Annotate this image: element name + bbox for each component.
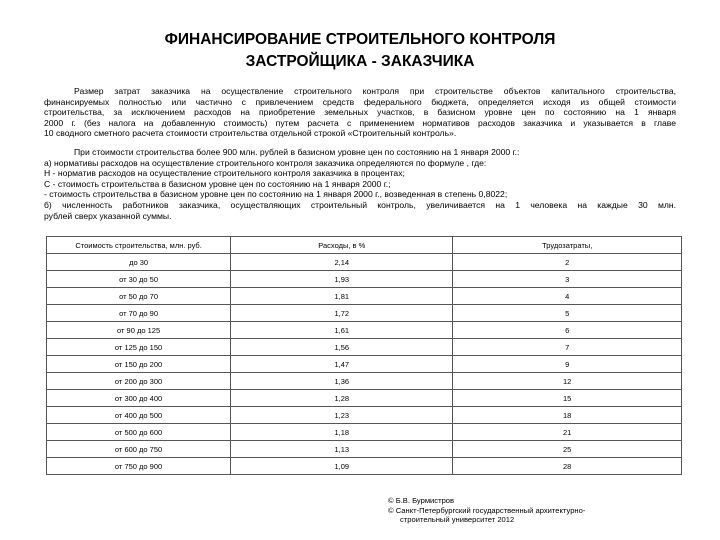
- cell-expenses: 1,47: [231, 356, 453, 373]
- cell-expenses: 1,23: [231, 407, 453, 424]
- table-row: [47, 424, 682, 441]
- header-labor: Трудозатраты,: [453, 237, 682, 254]
- cell-expenses: 1,09: [231, 458, 453, 475]
- table-row: [47, 356, 682, 373]
- cell-labor: 5: [453, 305, 682, 322]
- cell-cost: от 200 до 300: [47, 373, 231, 390]
- table-row: [47, 458, 682, 475]
- cell-cost: от 30 до 50: [47, 271, 231, 288]
- table-row: [47, 271, 682, 288]
- table-row: [47, 407, 682, 424]
- cell-cost: от 70 до 90: [47, 305, 231, 322]
- page-title-line-1: ФИНАНСИРОВАНИЕ СТРОИТЕЛЬНОГО КОНТРОЛЯ: [164, 31, 556, 48]
- cell-labor: 6: [453, 322, 682, 339]
- norms-table: [46, 236, 682, 475]
- cell-cost: от 300 до 400: [47, 390, 231, 407]
- table-row: [47, 373, 682, 390]
- paragraph-over-900: [44, 147, 676, 221]
- text-line: С - стоимость строительства в базисном уровне цен по состоянию на 1 января 2000 г.;: [44, 178, 391, 189]
- cell-labor: 7: [453, 339, 682, 356]
- cell-cost: от 150 до 200: [47, 356, 231, 373]
- cell-expenses: 1,18: [231, 424, 453, 441]
- cell-expenses: 2,14: [231, 254, 453, 271]
- cell-labor: 3: [453, 271, 682, 288]
- table-row: [47, 254, 682, 271]
- table-row: [47, 305, 682, 322]
- cell-labor: 25: [453, 441, 682, 458]
- cell-labor: 12: [453, 373, 682, 390]
- cell-cost: от 50 до 70: [47, 288, 231, 305]
- text-line: финансируемых полностью или частично с привлечением средств федерального бюджета, определяется исходя из общей стоимости: [44, 96, 676, 107]
- cell-expenses: 1,36: [231, 373, 453, 390]
- cell-expenses: 1,81: [231, 288, 453, 305]
- text-line: б) численность работников заказчика, осуществляющих строительный контроль, увеличивается на 1 человека на каждые 30 млн.: [44, 199, 676, 210]
- text-line: Размер затрат заказчика на осуществление строительного контроля при строительстве объектов капитального строительства,: [74, 86, 676, 96]
- cell-labor: 9: [453, 356, 682, 373]
- cell-cost: до 30: [47, 254, 231, 271]
- cell-cost: от 400 до 500: [47, 407, 231, 424]
- table-row: [47, 441, 682, 458]
- cell-expenses: 1,93: [231, 271, 453, 288]
- text-line: строительства, за исключением расходов на приобретение земельных участков, в базисном уровне цен по состоянию на 1 января: [44, 107, 676, 118]
- copyright-footer: [388, 496, 585, 525]
- cell-labor: 2: [453, 254, 682, 271]
- cell-labor: 4: [453, 288, 682, 305]
- text-line: При стоимости строительства более 900 млн. рублей в базисном уровне цен по состоянию на 1 января 2000 г.:: [74, 147, 520, 157]
- table-row: [47, 339, 682, 356]
- text-line: Н - норматив расходов на осуществление строительного контроля заказчика в процентах;: [44, 168, 405, 179]
- cell-cost: от 600 до 750: [47, 441, 231, 458]
- text-line: - стоимость строительства в базисном уровне цен по состоянию на 1 января 2000 г., возведенная в степень 0,8022;: [44, 189, 508, 200]
- text-line: 2000 г. (без налога на добавленную стоимость) путем расчета с применением нормативов расходов заказчика и указывается в главе: [44, 117, 676, 128]
- cell-labor: 18: [453, 407, 682, 424]
- cell-expenses: 1,13: [231, 441, 453, 458]
- cell-labor: 21: [453, 424, 682, 441]
- cell-cost: от 500 до 600: [47, 424, 231, 441]
- header-expenses: Расходы, в %: [231, 237, 453, 254]
- cell-cost: от 125 до 150: [47, 339, 231, 356]
- cell-cost: от 750 до 900: [47, 458, 231, 475]
- table-row: [47, 322, 682, 339]
- header-cost: Стоимость строительства, млн. руб.: [47, 237, 231, 254]
- text-line: а) нормативы расходов на осуществление строительного контроля заказчика определяются по формуле , где:: [44, 157, 487, 168]
- cell-expenses: 1,28: [231, 390, 453, 407]
- cell-labor: 15: [453, 390, 682, 407]
- text-line: рублей сверх указанной суммы.: [44, 210, 172, 221]
- page-title-line-2: ЗАСТРОЙЩИКА - ЗАКАЗЧИКА: [245, 53, 475, 70]
- cell-expenses: 1,61: [231, 322, 453, 339]
- copyright-university: © Санкт-Петербургский государственный архитектурно-: [388, 505, 586, 515]
- copyright-university-cont: строительный университет 2012: [400, 515, 515, 524]
- cell-labor: 28: [453, 458, 682, 475]
- cell-expenses: 1,72: [231, 305, 453, 322]
- copyright-author: © Б.В. Бурмистров: [388, 496, 455, 505]
- table-row: [47, 390, 682, 407]
- paragraph-cost-rules: [44, 86, 676, 139]
- cell-expenses: 1,56: [231, 339, 453, 356]
- table-header-row: [47, 237, 682, 254]
- text-line: 10 сводного сметного расчета стоимости строительства отдельной строкой «Строительный контроль».: [44, 128, 457, 139]
- cell-cost: от 90 до 125: [47, 322, 231, 339]
- table-row: [47, 288, 682, 305]
